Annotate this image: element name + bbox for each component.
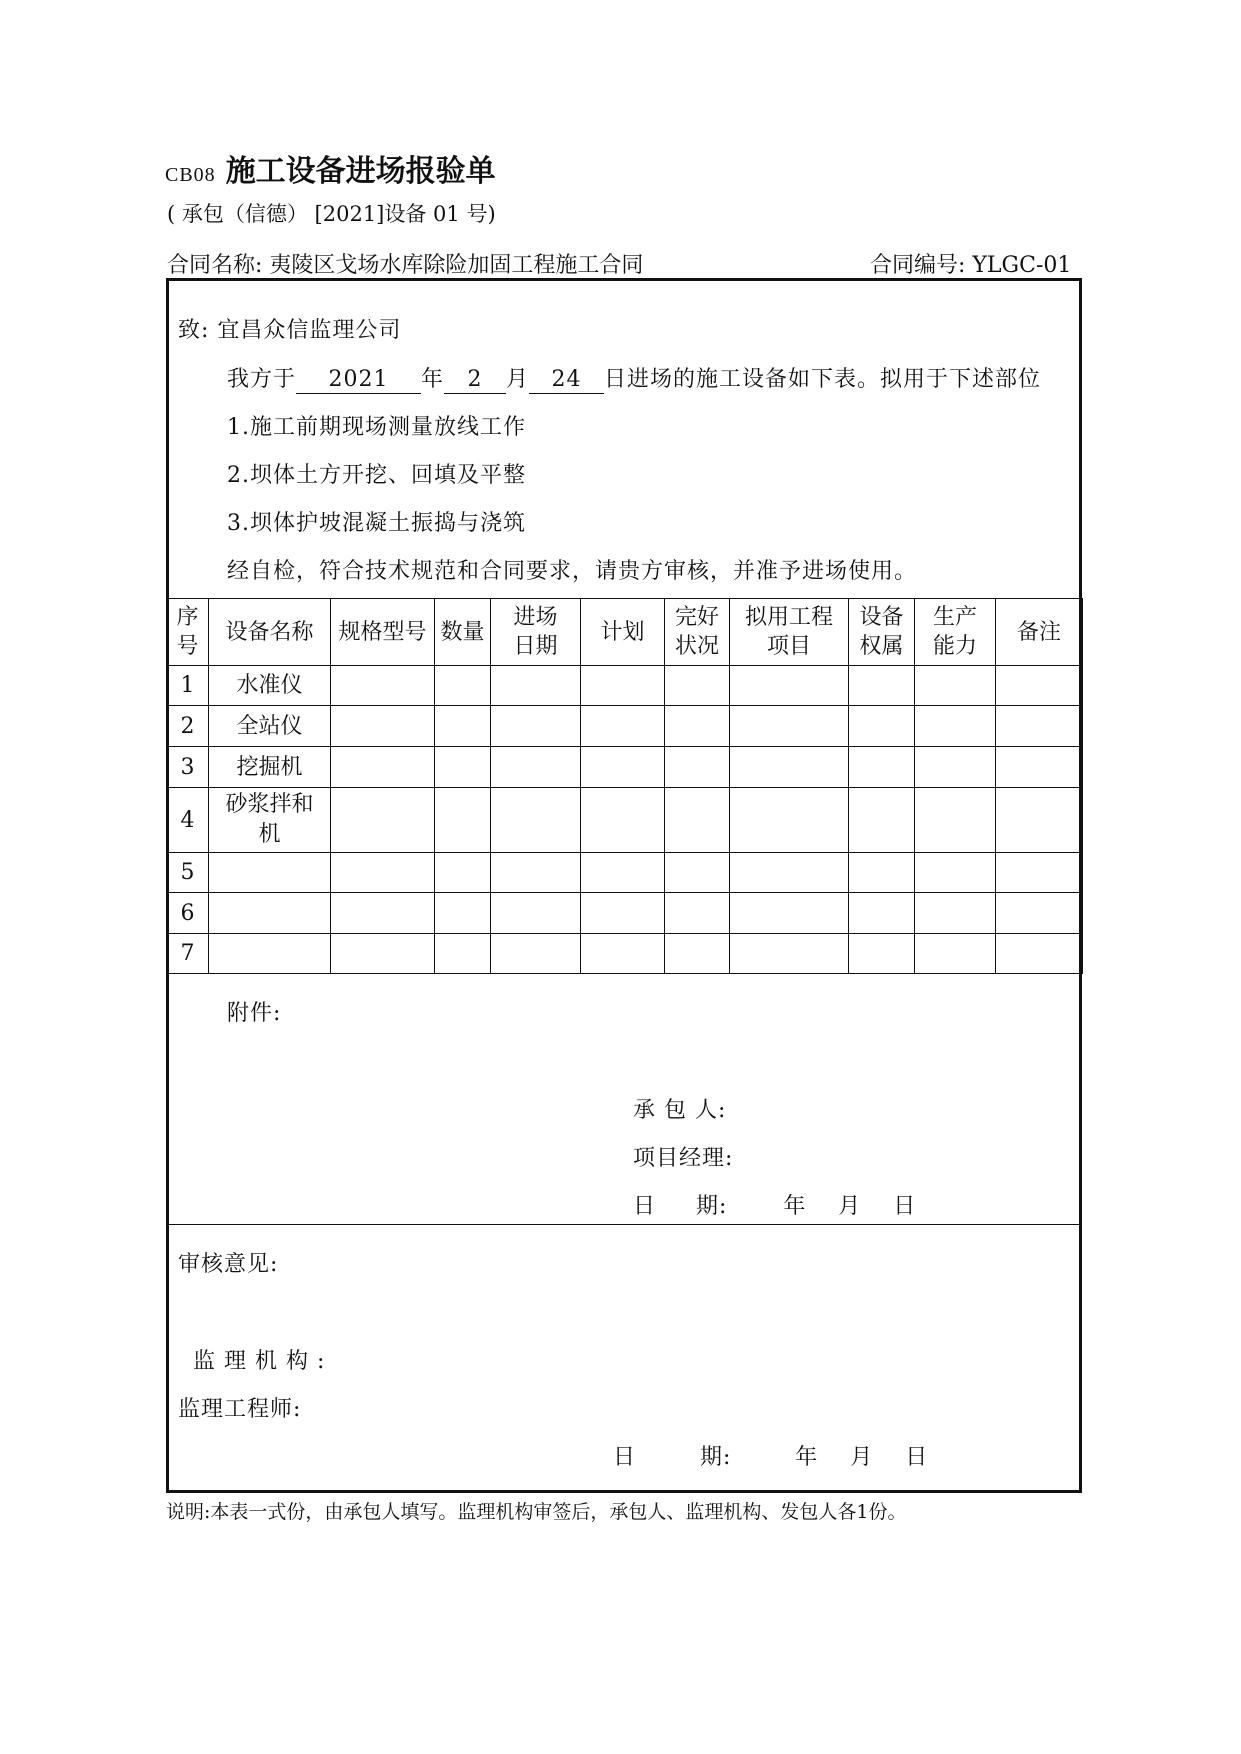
- row-seq: 1: [167, 666, 209, 706]
- contract-name: 合同名称: 夷陵区戈场水库除险加固工程施工合同: [167, 253, 644, 278]
- form-title: [165, 146, 496, 190]
- row-equipment-name: [209, 853, 331, 893]
- entry-day: 24: [529, 367, 604, 394]
- header-plan: 计划: [581, 599, 665, 666]
- review-date: 日 期: 年 月 日: [613, 1445, 929, 1470]
- contractor-signature: 承 包 人:: [633, 1098, 727, 1123]
- form-footnote: 说明:本表一式份，由承包人填写。监理机构审签后，承包人、监理机构、发包人各1份。: [166, 1501, 907, 1523]
- row-equipment-name: [209, 934, 331, 974]
- entry-prefix: 我方于: [227, 367, 297, 392]
- header-condition: 完好状况: [665, 599, 730, 666]
- row-seq: 7: [167, 934, 209, 974]
- table-row: [167, 706, 1083, 747]
- entry-suffix: 日进场的施工设备如下表。拟用于下述部位: [604, 367, 1042, 392]
- supervising-engineer-signature: 监理工程师:: [178, 1397, 302, 1422]
- row-equipment-name: 挖掘机: [209, 747, 331, 788]
- review-opinion-label: 审核意见:: [178, 1252, 279, 1277]
- header-remark: 备注: [996, 599, 1083, 666]
- form-main-title: 施工设备进场报验单: [225, 154, 496, 189]
- contractor-date: 日 期: 年 月 日: [633, 1194, 917, 1219]
- header-qty: 数量: [435, 599, 491, 666]
- table-row: [167, 893, 1083, 934]
- row-equipment-name: 砂浆拌和机: [209, 788, 331, 853]
- usage-item-3: 3.坝体护坡混凝土振捣与浇筑: [227, 511, 526, 536]
- row-equipment-name: 全站仪: [209, 706, 331, 747]
- header-project: 拟用工程项目: [730, 599, 849, 666]
- closing-statement: 经自检，符合技术规范和合同要求，请贵方审核，并准予进场使用。: [227, 559, 918, 584]
- table-row: [167, 934, 1083, 974]
- row-seq: 3: [167, 747, 209, 788]
- attachment-label: 附件:: [227, 1001, 282, 1026]
- table-row: [167, 853, 1083, 893]
- row-equipment-name: 水准仪: [209, 666, 331, 706]
- row-seq: 5: [167, 853, 209, 893]
- entry-year: 2021: [296, 367, 421, 394]
- header-seq: 序号: [167, 599, 209, 666]
- equipment-table: [166, 598, 1083, 974]
- contract-number: 合同编号: YLGC-01: [870, 253, 1072, 278]
- header-spec: 规格型号: [331, 599, 435, 666]
- section-divider: [166, 1224, 1082, 1225]
- table-row: [167, 666, 1083, 706]
- row-equipment-name: [209, 893, 331, 934]
- form-code: CB08: [165, 164, 216, 186]
- form-reference: ( 承包（信德） [2021]设备 01 号): [167, 202, 496, 226]
- usage-item-2: 2.坝体土方开挖、回填及平整: [227, 463, 526, 488]
- row-seq: 4: [167, 788, 209, 853]
- row-seq: 6: [167, 893, 209, 934]
- addressee: 致: 宜昌众信监理公司: [178, 318, 402, 343]
- table-header-row: [167, 599, 1083, 666]
- table-row: [167, 747, 1083, 788]
- table-row: [167, 788, 1083, 853]
- project-manager-signature: 项目经理:: [633, 1146, 734, 1171]
- header-ownership: 设备权属: [849, 599, 915, 666]
- header-name: 设备名称: [209, 599, 331, 666]
- row-seq: 2: [167, 706, 209, 747]
- usage-item-1: 1.施工前期现场测量放线工作: [227, 415, 526, 440]
- month-unit: 月: [506, 367, 530, 392]
- entry-month: 2: [444, 367, 506, 394]
- supervision-org-signature: 监 理 机 构 :: [193, 1349, 326, 1374]
- header-capacity: 生产能力: [915, 599, 996, 666]
- year-unit: 年: [421, 367, 445, 392]
- header-entry-date: 进场日期: [491, 599, 581, 666]
- entry-date-line: [227, 362, 1041, 394]
